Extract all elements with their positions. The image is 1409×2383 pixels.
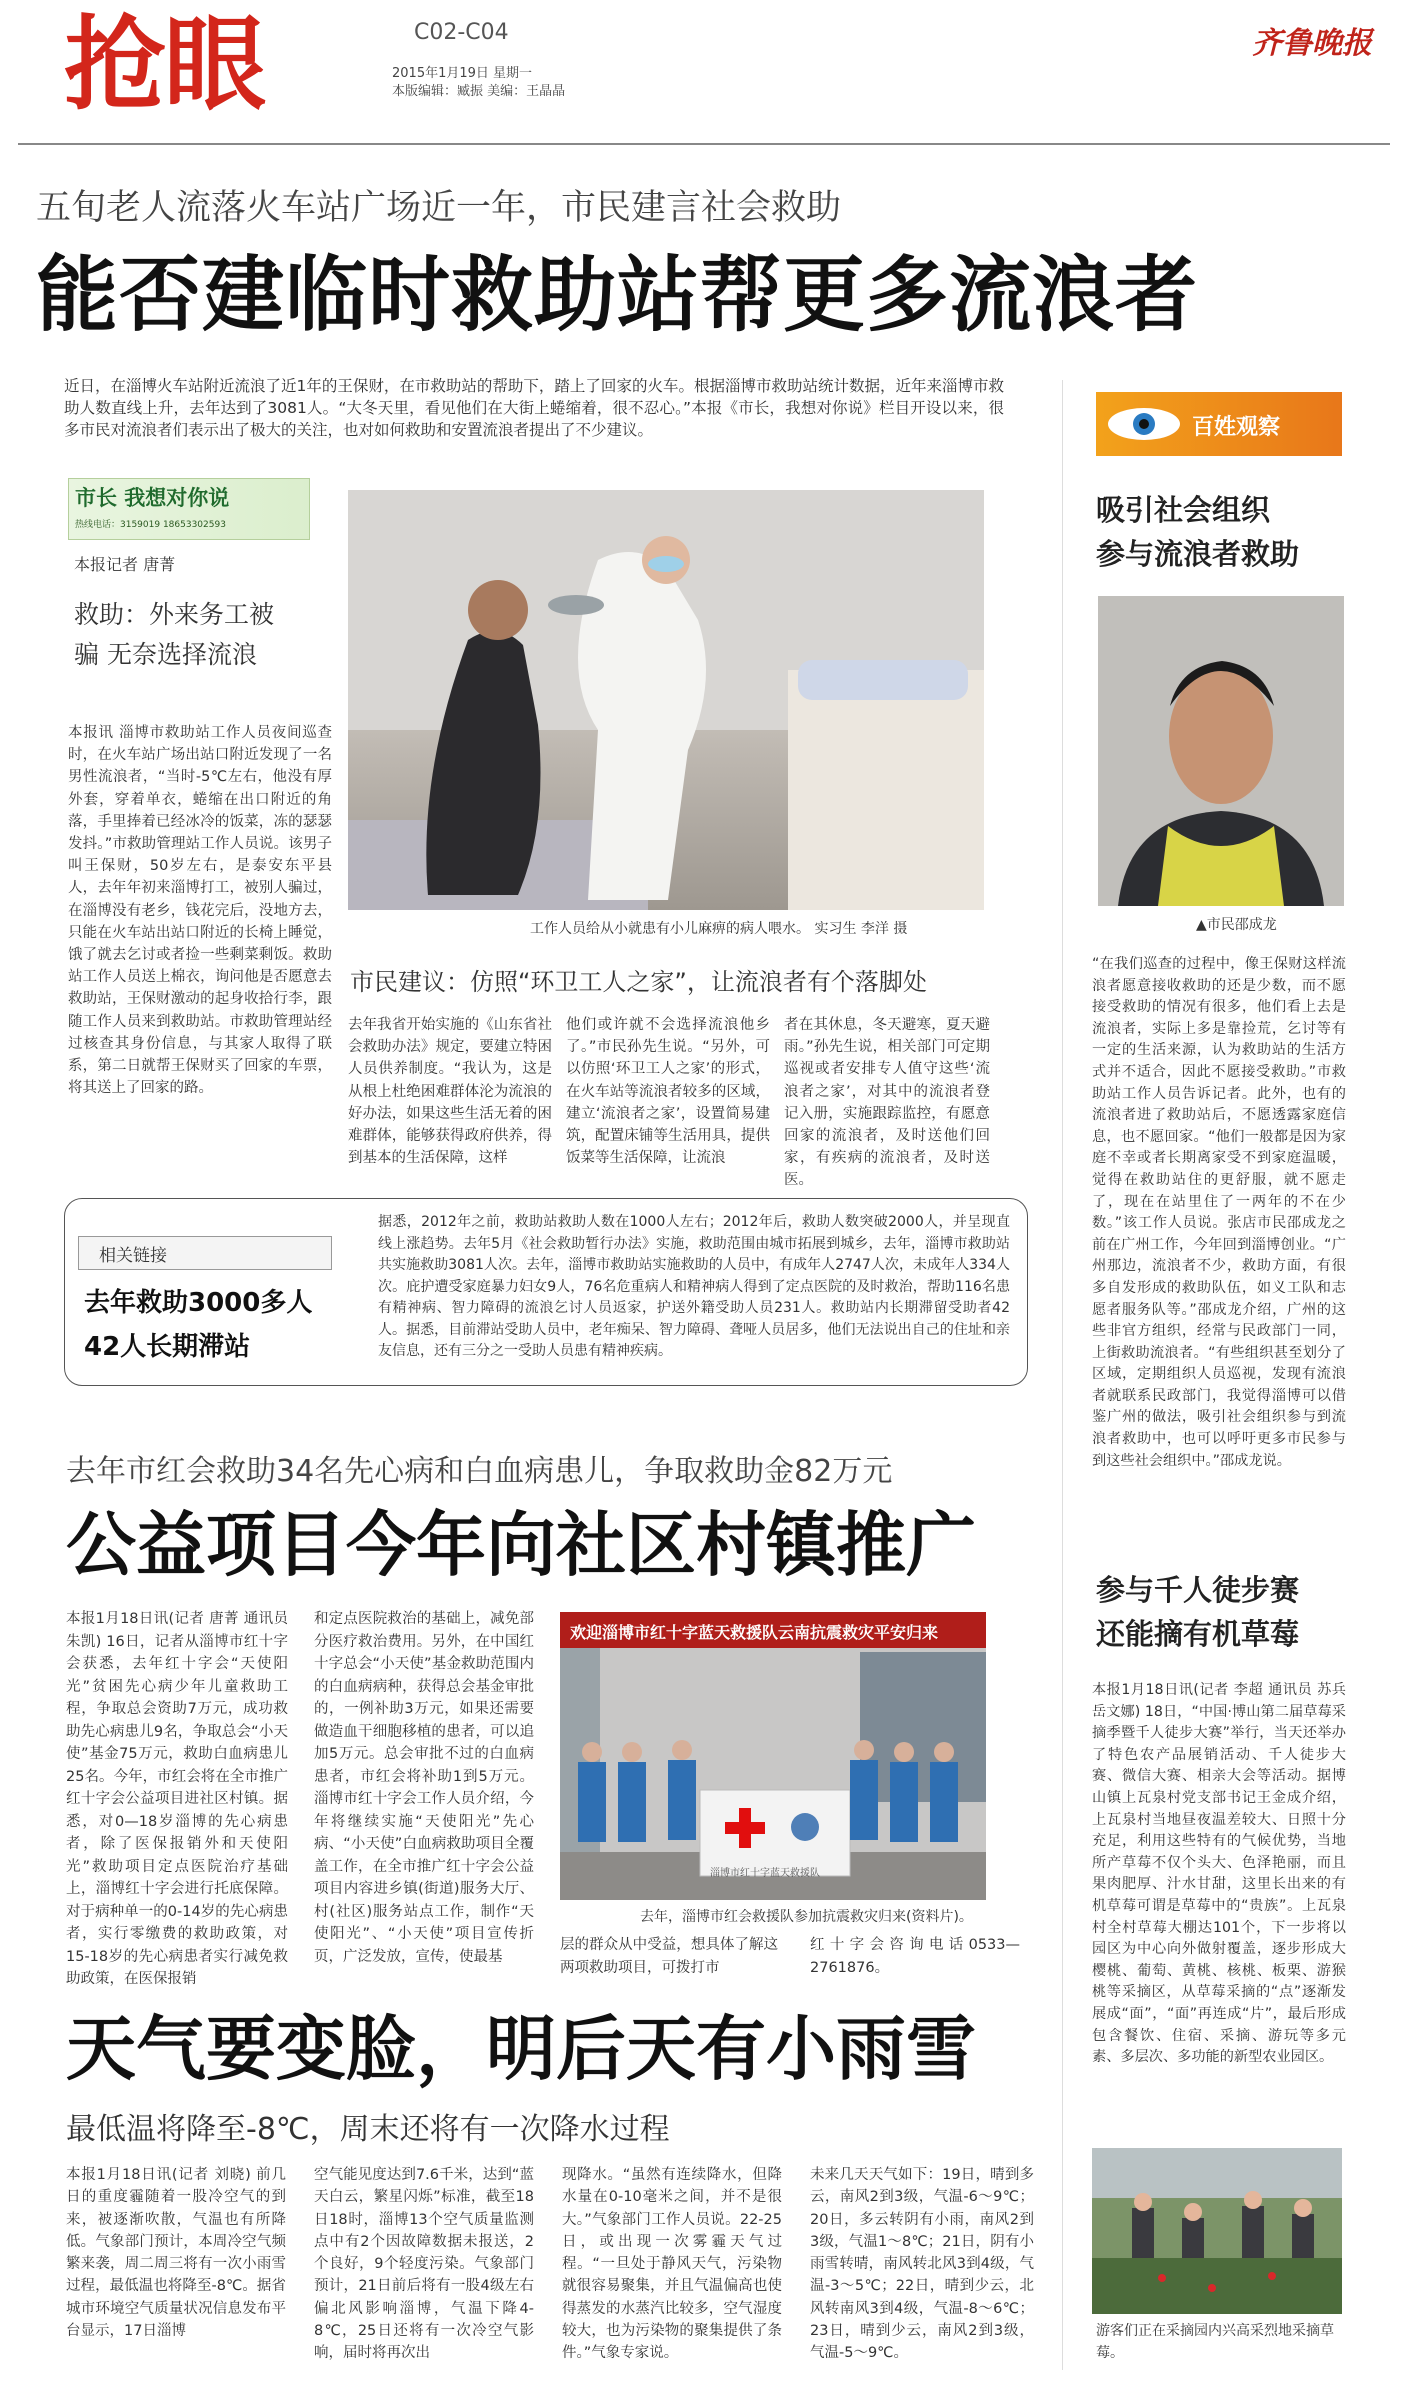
story3-col1: 本报1月18日讯(记者 刘晓) 前几日的重度霾随着一股冷空气的到来，被逐渐吹散，气温也有所降低。气象部门预计，本周冷空气频繁来袭，周二周三将有一次小雨雪过程，最低温也将降至-8℃。据省城市环境空气质量状况信息发布平台显示，17日淄博	[66, 2167, 286, 2340]
story2-col2: 和定点医院救治的基础上，减免部分医疗救治费用。另外，在中国红十字总会“小天使”基金救助范围内的白血病病种，获得总会基金审批的，一例补助3万元，如果还需要做造血干细胞移植的患者，可以追加5万元。总会审批不过的白血病患者，市红会将补助1到5万元。淄博市红十字会工作人员介绍，今年将继续实施“天使阳光”先心病、“小天使”白血病救助项目全覆盖工作，在全市推广红十字会公益项目内容进乡镇(街道)服务大厅、村(社区)服务站点工作，制作“天使阳光”、“小天使”项目宣传折页，广泛发放，宣传，使最基	[314, 1611, 534, 1965]
strawberry-photo-art	[1092, 2148, 1342, 2314]
rescue-team-flag: 淄博市红十字蓝天救援队	[710, 1868, 820, 1879]
story3-col4: 未来几天天气如下：19日，晴到多云，南风2到3级，气温-6～9℃；20日，多云转阴有小雨，南风2到3级，气温1～8℃；21日，阴有小雨雪转晴，南风转北风3到4级，气温-3～5℃；22日，晴到少云，北风转南风3到4级，气温-8～6℃；23日，晴到少云，南风2到3级，气温-5～9℃。	[810, 2167, 1034, 2362]
sidebar-badge	[1096, 392, 1342, 456]
story3-col3: 现降水。“虽然有连续降水，但降水量在0-10毫米之间，并不是很大。”气象部门工作人员说。22-25日，或出现一次雾霾天气过程。“一旦处于静风天气，污染物就很容易聚集，并且气温偏高也使得蒸发的水蒸汽比较多，空气湿度较大，也为污染物的聚集提供了条件。”气象专家说。	[562, 2167, 782, 2362]
strawberry-photo	[1092, 2148, 1342, 2314]
sidebar-divider	[1062, 380, 1063, 2370]
portrait-caption: ▲市民邵成龙	[1196, 917, 1277, 933]
redcross-photo	[560, 1612, 986, 1900]
rescue-photo-caption: 工作人员给从小就患有小儿麻痹的病人喂水。 实习生 李洋 摄	[530, 921, 908, 937]
rescue-photo	[348, 490, 984, 910]
eye-icon	[1102, 392, 1192, 456]
story1-subhead-2: 市民建议：仿照“环卫工人之家”，让流浪者有个落脚处	[350, 968, 927, 996]
editors-line: 本版编辑：臧振 美编：王晶晶	[392, 84, 566, 99]
story2-kicker: 去年市红会救助34名先心病和白血病患儿，争取救助金82万元	[66, 1454, 893, 1489]
portrait-art	[1098, 596, 1344, 906]
sidebar-headline-2: 参与流浪者救助	[1096, 537, 1300, 571]
related-label	[78, 1236, 332, 1270]
redcross-photo-caption: 去年，淄博市红会救援队参加抗震救灾归来(资料片)。	[640, 1909, 973, 1925]
story2-col4: 红十字会咨询电话0533—2761876。	[810, 1937, 1020, 1976]
issue-date: 2015年1月19日 星期一	[392, 66, 533, 81]
story2-col1: 本报1月18日讯(记者 唐菁 通讯员 朱凯) 16日，记者从淄博市红十字会获悉，去年红十字会“天使阳光”贫困先心病少年儿童救助工程，争取总会资助7万元，成功救助先心病患儿9名，争取总会“小天使”基金75万元，救助白血病患儿25名。今年，市红会将在全市推广红十字会公益项目进社区村镇。据悉，对0—18岁淄博的先心病患者，除了医保报销外和天使阳光”救助项目定点医院治疗基础上，淄博红十字会进行托底保障。对于病种单一的0-14岁的先心病患者，实行零缴费的救助政策，对15-18岁的先心病患者实行减免救助政策，在医保报销	[66, 1611, 288, 1987]
sidebar-badge-text: 百姓观察	[1192, 415, 1281, 440]
sidebar-headline-3: 参与千人徒步赛	[1096, 1573, 1300, 1607]
story1-col1: 本报讯 淄博市救助站工作人员夜间巡查时，在火车站广场出站口附近发现了一名男性流浪者，“当时-5℃左右，他没有厚外套，穿着单衣，蜷缩在出口附近的角落，手里捧着已经冰冷的饭菜，冻的瑟瑟发抖。”市救助管理站工作人员说。该男子叫王保财，50岁左右，是泰安东平县人，去年年初来淄博打工，被别人骗过，在淄博没有老乡，钱花完后，没地方去，只能在火车站出站口附近的长椅上睡觉，饿了就去乞讨或者捡一些剩菜剩饭。救助站工作人员送上棉衣，询问他是否愿意去救助站，王保财激动的起身收拾行李，跟随工作人员来到救助站。市救助管理站经过核查其身份信息，与其家人取得了联系，第二日就帮王保财买了回家的车票，将其送上了回家的路。	[68, 725, 332, 1097]
story2-headline: 公益项目今年向社区村镇推广	[66, 1504, 976, 1586]
story3-col2: 空气能见度达到7.6千米，达到“蓝天白云，繁星闪烁”标准，截至18日18时，淄博13个空气质量监测点中有2个因故障数据未报送，2个良好，9个轻度污染。气象部门预计，21日前后将有一股4级左右偏北风影响淄博，气温下降4-8℃，25日还将有一次冷空气影响，届时将再次出	[314, 2167, 534, 2362]
story1-col4: 者在其休息，冬天避寒，夏天避雨。”孙先生说，相关部门可定期巡视或者安排专人值守这些‘流浪者之家’，对其中的流浪者登记入册，实施跟踪监控，有愿意回家的流浪者，及时送他们回家，有疾病的流浪者，及时送医。	[784, 1017, 990, 1189]
welcome-banner: 欢迎淄博市红十字蓝天救援队云南抗震救灾平安归来	[570, 1623, 939, 1642]
hotline-logo-title: 市长 我想对你说	[75, 486, 230, 510]
related-label-text: 相关链接	[99, 1246, 167, 1266]
strawberry-photo-caption: 游客们正在采摘园内兴高采烈地采摘草莓。	[1096, 2323, 1334, 2361]
sidebar-body: “在我们巡查的过程中，像王保财这样流浪者愿意接收救助的还是少数，而不愿接受救助的情况有很多，他们看上去是流浪者，实际上多是靠捡荒，乞讨等有一定的生活来源，认为救助站的生活方式并不适合，因此不愿接受救助。”市救助站工作人员告诉记者。此外，也有的流浪者进了救助站后，不愿透露家庭信息，也不愿回家。“他们一般都是因为家庭不幸或者长期离家受不到家庭温暖，觉得在救助站住的更舒服，就不愿走了，现在在站里住了一两年的不在少数。”该工作人员说。张店市民邵成龙之前在广州工作，今年回到淄博创业。“广州那边，流浪者不少，救助方面，有很多自发形成的救助队伍，如义工队和志愿者服务队等。”邵成龙介绍，广州的这些非官方组织，经常与民政部门一同，上街救助流浪者。“有些组织甚至划分了区域，定期组织人员巡视，发现有流浪者就联系民政部门，我觉得淄博可以借鉴广州的做法，吸引社会组织参与到流浪者救助中，也可以呼吁更多市民参与到这些社会组织中。”邵成龙说。	[1092, 956, 1346, 1469]
page-range: C02-C04	[414, 20, 509, 45]
related-headline-1: 去年救助3000多人	[84, 1288, 313, 1318]
related-headline-2: 42人长期滞站	[84, 1332, 251, 1362]
story3-subhead: 最低温将降至-8℃，周末还将有一次降水过程	[66, 2112, 670, 2147]
redcross-photo-art	[560, 1612, 986, 1900]
masthead-divider	[18, 143, 1390, 145]
hotline-number: 热线电话：3159019 18653302593	[75, 520, 226, 530]
sidebar-headline-4: 还能摘有机草莓	[1096, 1617, 1300, 1651]
section-title: 抢眼	[64, 5, 264, 125]
sidebar-headline-1: 吸引社会组织	[1096, 493, 1271, 527]
paper-logo: 齐鲁晚报	[1252, 26, 1372, 61]
story1-byline: 本报记者 唐菁	[74, 555, 176, 574]
story2-col3: 层的群众从中受益，想具体了解这两项救助项目，可拨打市	[560, 1937, 778, 1976]
rescue-photo-art	[348, 490, 984, 910]
story1-col2: 去年我省开始实施的《山东省社会救助办法》规定，要建立特困人员供养制度。“我认为，这是从根上杜绝困难群体沦为流浪的好办法，如果这些生活无着的困难群体，能够获得政府供养，得到基本的生活保障，这样	[348, 1017, 552, 1167]
hotline-logo	[68, 478, 310, 540]
related-body: 据悉，2012年之前，救助站救助人数在1000人左右；2012年后，救助人数突破2000人，并呈现直线上涨趋势。去年5月《社会救助暂行办法》实施，救助范围由城市拓展到城乡，去年，淄博市救助站共实施救助3081人次。去年，淄博市救助站实施救助的人员中，有成年人2747人次，未成年人334人次。庇护遭受家庭暴力妇女9人，76名危重病人和精神病人得到了定点医院的及时救治，帮助116名患有精神病、智力障碍的流浪乞讨人员返家，护送外籍受助人员231人。救助站内长期滞留受助者42人。据悉，目前滞站受助人员中，老年痴呆、智力障碍、聋哑人员居多，他们无法说出自己的住址和亲友信息，还有三分之一受助人员患有精神疾病。	[378, 1214, 1010, 1359]
story1-kicker: 五旬老人流落火车站广场近一年，市民建言社会救助	[36, 188, 842, 228]
story1-lede: 近日，在淄博火车站附近流浪了近1年的王保财，在市救助站的帮助下，踏上了回家的火车。根据淄博市救助站统计数据，近年来淄博市救助人数直线上升，去年达到了3081人。“大冬天里，看见他们在大街上蜷缩着，很不忍心。”本报《市长，我想对你说》栏目开设以来，很多市民对流浪者们表示出了极大的关注，也对如何救助和安置流浪者提出了不少建议。	[64, 377, 1004, 439]
portrait-photo	[1098, 596, 1344, 906]
story1-headline: 能否建临时救助站帮更多流浪者	[36, 248, 1199, 343]
story1-subhead-1: 救助：外来务工被骗 无奈选择流浪	[74, 600, 275, 669]
story3-headline: 天气要变脸，明后天有小雨雪	[66, 2008, 976, 2090]
story1-col3: 他们或许就不会选择流浪他乡了。”市民孙先生说。“另外，可以仿照‘环卫工人之家’的形式，在火车站等流浪者较多的区域，建立‘流浪者之家’，设置简易建筑，配置床铺等生活用具，提供饭菜等生活保障，让流浪	[566, 1017, 770, 1167]
sidebar-body-2: 本报1月18日讯(记者 李超 通讯员 苏兵 岳文娜) 18日，“中国·博山第二届草莓采摘季暨千人徒步大赛”举行，当天还举办了特色农产品展销活动、千人徒步大赛、微信大赛、相亲大会等活动。据博山镇上瓦泉村党支部书记王金成介绍，上瓦泉村当地昼夜温差较大、日照十分充足，利用这些特有的气候优势，当地所产草莓不仅个头大、色泽艳丽，而且果肉肥厚、汁水甘甜，这里长出来的有机草莓可谓是草莓中的“贵族”。上瓦泉村全村草莓大棚达101个，下一步将以园区为中心向外做射覆盖，逐步形成大樱桃、葡萄、黄桃、核桃、板栗、游猴桃等采摘区，从草莓采摘的“点”逐渐发展成“面”，“面”再连成“片”，最后形成包含餐饮、住宿、采摘、游玩等多元素、多层次、多功能的新型农业园区。	[1092, 1682, 1346, 2066]
